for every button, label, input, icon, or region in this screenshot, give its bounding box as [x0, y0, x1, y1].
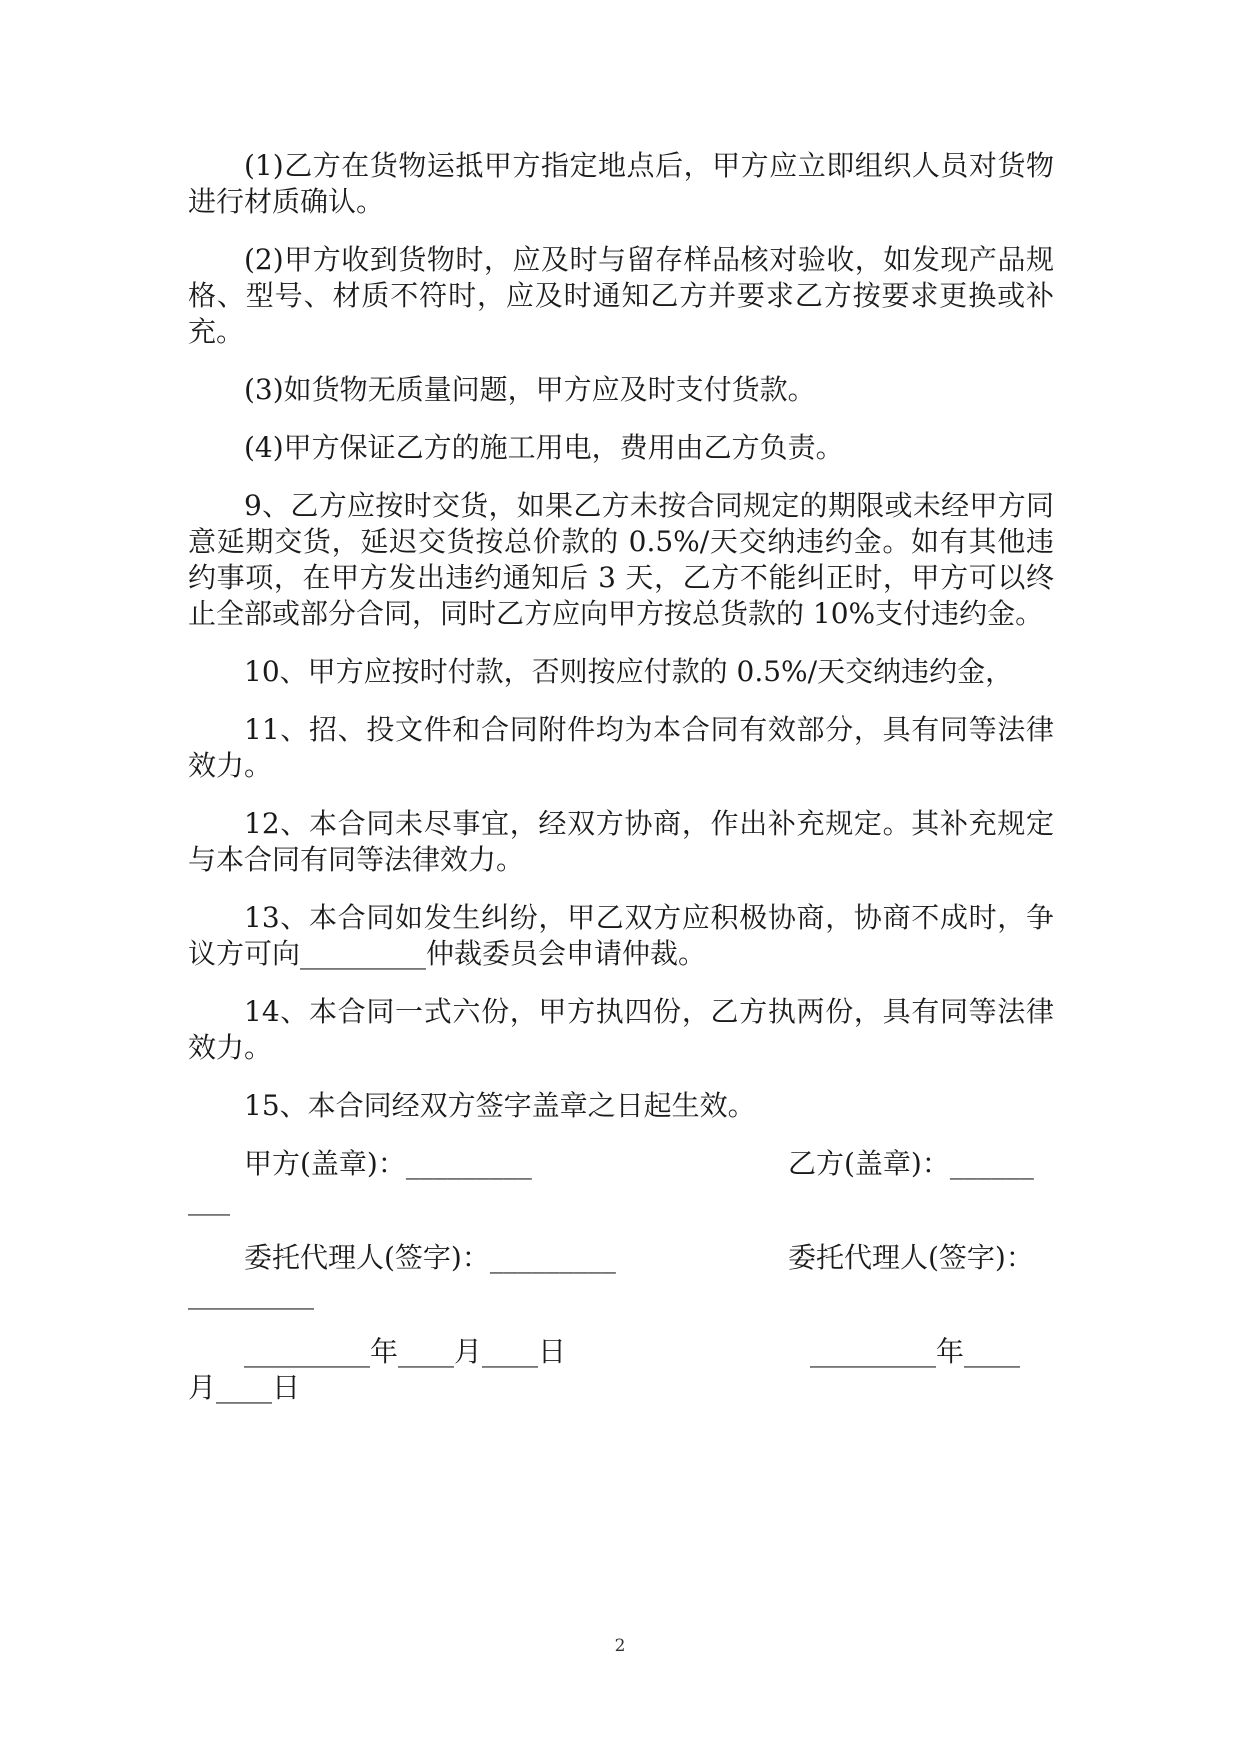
- clause-8-3: (3)如货物无质量问题，甲方应及时支付货款。: [244, 373, 816, 406]
- party-b-date-line: _________年____: [810, 1335, 1021, 1368]
- clause-8-2: (2)甲方收到货物时，应及时与留存样品核对验收，如发现产品规格、型号、材质不符时，应及时通知乙方并要求乙方按要求更换或补充。: [188, 243, 1054, 348]
- party-b-agent-wrap: _________: [188, 1277, 314, 1310]
- page-number: 2: [614, 1636, 626, 1656]
- clause-14: 14、本合同一式六份，甲方执四份，乙方执两份，具有同等法律效力。: [188, 995, 1054, 1064]
- clause-13: 13、本合同如发生纠纷，甲乙双方应积极协商，协商不成时，争议方可向_________仲裁委员会申请仲裁。: [188, 901, 1054, 970]
- clause-8-1: (1)乙方在货物运抵甲方指定地点后，甲方应立即组织人员对货物进行材质确认。: [188, 149, 1054, 218]
- clause-10: 10、甲方应按时付款，否则按应付款的 0.5%/天交纳违约金，: [244, 655, 1014, 688]
- clause-15: 15、本合同经双方签字盖章之日起生效。: [244, 1089, 756, 1122]
- party-b-date-wrap: 月____日: [188, 1371, 301, 1404]
- clause-11: 11、招、投文件和合同附件均为本合同有效部分，具有同等法律效力。: [188, 713, 1054, 782]
- party-a-date-line: _________年____月____日: [244, 1335, 567, 1368]
- seal-row: [188, 1146, 1054, 1182]
- party-b-seal-line: 乙方(盖章)：______: [788, 1147, 1034, 1180]
- clause-8-4: (4)甲方保证乙方的施工用电，费用由乙方负责。: [244, 431, 844, 464]
- party-b-seal-wrap: ___: [188, 1183, 230, 1216]
- clause-9: 9、乙方应按时交货，如果乙方未按合同规定的期限或未经甲方同意延期交货，延迟交货按总价款的 0.5%/天交纳违约金。如有其他违约事项，在甲方发出违约通知后 3 天，乙方不能纠正时，甲方可以终止全部或部分合同，同时乙方应向甲方按总货款的 10%支付违约金。: [188, 489, 1054, 630]
- party-a-agent-line: 委托代理人(签字)：_________: [244, 1241, 616, 1274]
- clause-12: 12、本合同未尽事宜，经双方协商，作出补充规定。其补充规定与本合同有同等法律效力。: [188, 807, 1054, 876]
- party-a-seal-line: 甲方(盖章)：_________: [244, 1147, 532, 1180]
- date-row: [188, 1334, 1054, 1370]
- party-b-agent-line: 委托代理人(签字)：: [788, 1241, 1034, 1274]
- contract-body: [188, 148, 1054, 1428]
- agent-row: [188, 1240, 1054, 1276]
